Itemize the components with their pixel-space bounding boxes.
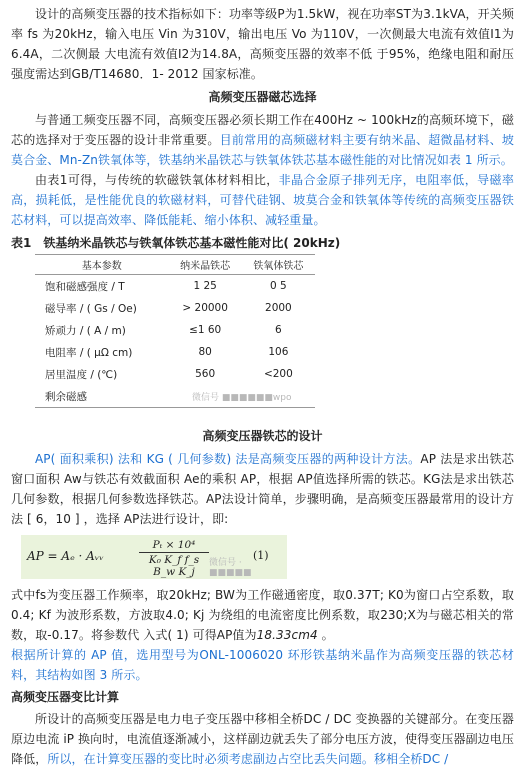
- turns-ratio-paragraph: [11, 709, 514, 769]
- table-row: [35, 385, 315, 408]
- turns-ratio-highlight: 所以，在计算变压器的变比时必须考虑副边占空比丢失问题。移相全桥DC /: [47, 752, 449, 766]
- table-cell: 0 5: [270, 280, 287, 292]
- turns-ratio-text: 所设计的高频变压器是电力电子变压器中移相全桥DC / DC 变换器的关键部分。在变压器原边电流 iP 换向时，电流值逐渐减小，这样副边就丢失了部分电压方波，使得变压器副边电压降低，: [11, 712, 514, 766]
- table-header: 基本参数: [35, 255, 169, 275]
- table-cell: 磁导率 / ( Gs / Oe): [45, 302, 137, 315]
- formula-watermark: 微信号 · ■■■■■: [209, 558, 252, 578]
- ap-formula: [21, 535, 287, 579]
- comparison-intro-text: 由表1可得，与传统的软磁铁氧体材料相比，: [35, 173, 279, 187]
- section-heading-turns-ratio: 高频变压器变比计算: [11, 690, 120, 704]
- design-method-paragraph: [11, 449, 514, 529]
- ap-method-text: AP 法是求出铁芯窗口面积 Aw与铁芯有效截面积 Ae的乘积 AP，根据 AP值选择所需的铁芯。KG法是求出铁芯几何参数，根据几何参数选择铁芯。AP法设计简单，步骤明确，是高频变压器最常用的设计方法 [ 6，10 ] ，选择 AP法进行设计，即:: [11, 452, 514, 526]
- spec-paragraph: 设计的高频变压器的技术指标如下：功率等级P为1.5kW，视在功率ST为3.1kVA，开关频率 fs 为20kHz，输入电压 Vin 为310V，输出电压 Vo 为110V，一次侧最大电流有效值I1为6.4A，二次侧最 大电流有效值I2为14.8A，高频变压器的效率不低 于95%，绝缘电阻和耐压强度需达到GB/T14680．1- 2012 国家标准。: [11, 7, 514, 81]
- section-heading-core-selection: 高频变压器磁芯选择: [208, 90, 317, 104]
- core-intro-text: 与普通工频变压器不同，高频变压器必须长期工作在400Hz ~ 100kHz的高频环境下，磁芯的选择对于变压器的设计非常重要。: [11, 113, 514, 147]
- table-cell: 矫顽力 / ( A / m): [45, 324, 126, 337]
- table-cell: > 20000: [182, 302, 228, 314]
- table-cell: 剩余磁感: [35, 385, 169, 408]
- table-row: [35, 275, 315, 298]
- table-header-row: [35, 255, 315, 275]
- table-cell: 80: [198, 346, 212, 358]
- table-cell: 560: [195, 368, 216, 380]
- table-cell: <200: [263, 368, 293, 380]
- table-cell: ≤1 60: [189, 324, 222, 336]
- amorphous-highlight: 非晶合金原子排列无序，电阻率低，导磁率高，损耗低，是性能优良的软磁材料，可替代硅钢、坡莫合金和铁氧体等传统的高频变压器铁芯材料，可以提高效率、降低能耗、缩小体积、减轻重量。: [11, 173, 514, 227]
- table-header: 铁氧体铁芯: [242, 255, 315, 275]
- table-cell: 2000: [265, 302, 292, 314]
- parameters-end: 。: [317, 628, 334, 642]
- ap-value: 18.33cm4: [256, 628, 318, 642]
- table-row: [35, 319, 315, 341]
- table-cell: 居里温度 / (℃): [45, 368, 118, 381]
- table-row: [35, 341, 315, 363]
- table-row: [35, 363, 315, 385]
- table-caption: 表1 铁基纳米晶铁芯与铁氧体铁芯基本磁性能对比( 20kHz): [11, 236, 341, 250]
- parameters-text: 式中fs为变压器工作频率，取20kHz; BW为工作磁通密度，取0.37T; K0为窗口占空系数，取0.4; Kf 为波形系数，方波取4.0; Kj 为绕组的电流密度比例系数，取230;X为与磁芯相关的常数，取-0.17。将参数代 入式( 1) 可得AP值为: [11, 588, 514, 642]
- table-cell: 电阻率 / ( μΩ cm): [45, 346, 133, 359]
- comparison-paragraph: [11, 170, 514, 230]
- core-choice-paragraph: 根据所计算的 AP 值，选用型号为ONL-1006020 环形铁基纳米晶作为高频变压器的铁芯材料，其结构如图 3 所示。: [11, 648, 514, 682]
- table-header: 纳米晶铁芯: [169, 255, 242, 275]
- equation-number: (1): [253, 549, 269, 562]
- section-heading-core-design: 高频变压器铁芯的设计: [202, 429, 323, 443]
- table-cell: 1 25: [193, 280, 217, 292]
- table-cell: 106: [268, 346, 289, 358]
- comparison-table: [35, 254, 315, 408]
- table-row: [35, 297, 315, 319]
- formula-fraction: [139, 539, 209, 578]
- design-method-highlight: AP( 面积乘积) 法和 KG ( 几何参数) 法是高频变压器的两种设计方法。: [35, 452, 421, 466]
- table-cell: 饱和磁感强度 / T: [45, 280, 125, 293]
- core-selection-paragraph: [11, 110, 514, 170]
- formula-lhs: AP = Aₑ · Aᵥᵥ: [27, 549, 104, 563]
- table-watermark: 微信号 ■■■■■■wpo: [169, 385, 315, 408]
- formula-numerator: Pₜ × 10⁴: [139, 539, 209, 553]
- table-cell: 6: [275, 324, 282, 336]
- parameters-paragraph: [11, 585, 514, 645]
- formula-denominator: K₀ K_f f_s B_w K_j: [148, 554, 200, 578]
- core-materials-highlight: 目前常用的高频磁材料主要有纳米晶、超微晶材料、坡莫合金、Mn-Zn铁氧体等，铁基纳米晶铁芯与铁氧体铁芯基本磁性能的对比情况如表 1 所示。: [11, 133, 515, 167]
